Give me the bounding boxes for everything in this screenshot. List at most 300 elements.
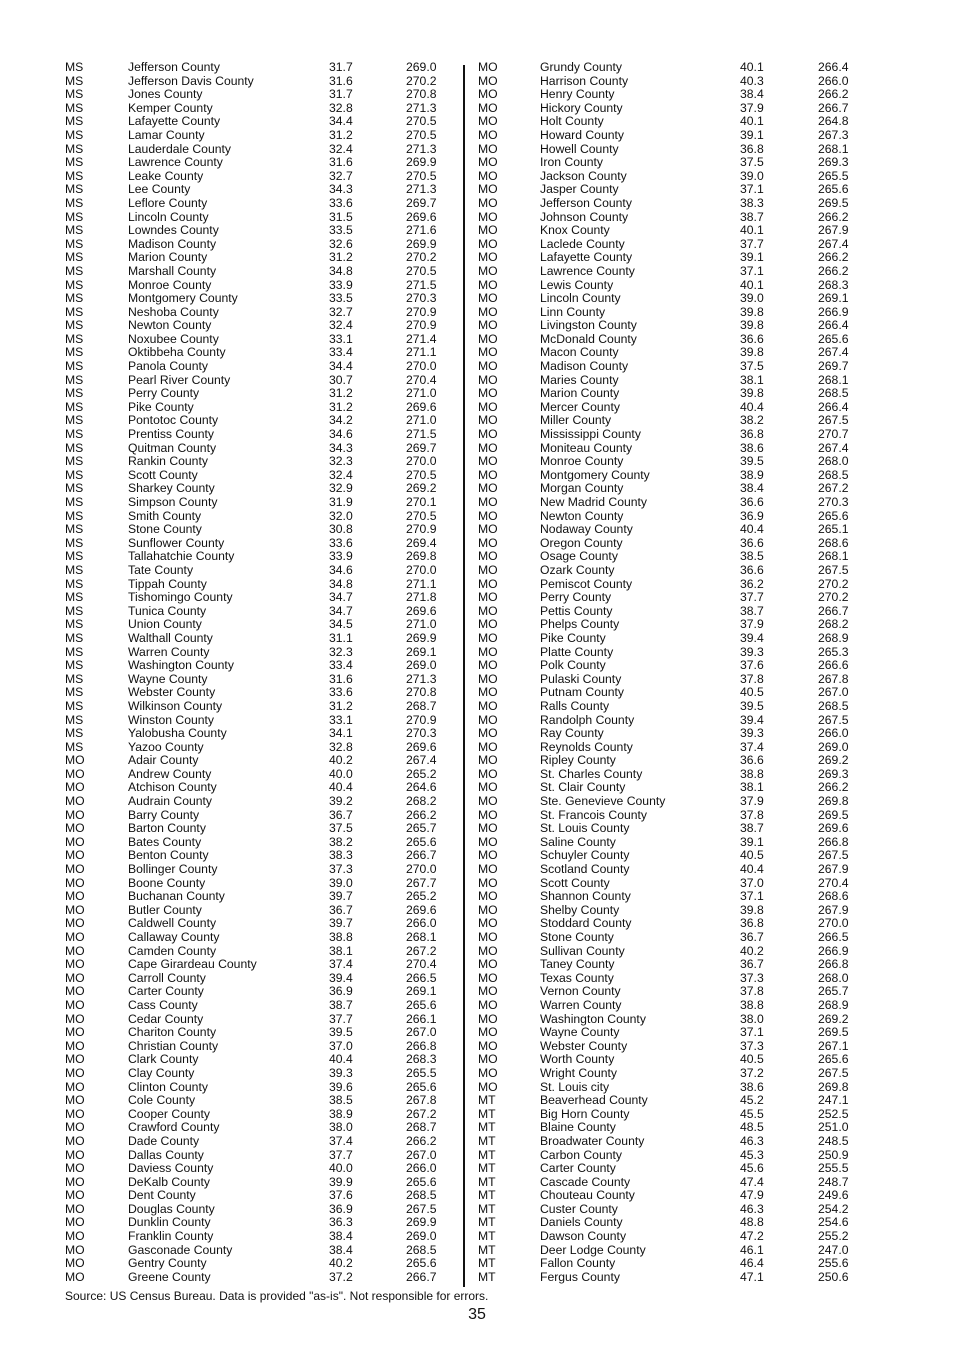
state-cell: MO [478, 576, 498, 591]
state-cell: MS [65, 141, 84, 156]
latitude-cell: 37.1 [740, 182, 764, 197]
table-row [65, 75, 465, 89]
latitude-cell: 34.8 [329, 263, 353, 278]
value-cell: 268.3 [406, 1052, 437, 1067]
county-cell: Holt County [540, 114, 604, 129]
county-cell: Jefferson County [540, 195, 632, 210]
latitude-cell: 39.5 [740, 454, 764, 469]
state-cell: MS [65, 658, 84, 673]
value-cell: 271.3 [406, 100, 437, 115]
latitude-cell: 32.3 [329, 644, 353, 659]
table-row [478, 510, 878, 524]
latitude-cell: 37.5 [740, 155, 764, 170]
table-row [478, 414, 878, 428]
latitude-cell: 45.5 [740, 1106, 764, 1121]
latitude-cell: 46.1 [740, 1242, 764, 1257]
table-row [478, 143, 878, 157]
county-cell: Dade County [128, 1133, 200, 1148]
table-row [65, 550, 465, 564]
table-row [478, 469, 878, 483]
value-cell: 267.3 [818, 127, 849, 142]
value-cell: 265.5 [818, 168, 849, 183]
table-row [478, 781, 878, 795]
state-cell: MS [65, 304, 84, 319]
table-row [65, 795, 465, 809]
state-cell: MO [65, 1120, 85, 1135]
latitude-cell: 37.1 [740, 263, 764, 278]
county-cell: Jasper County [540, 182, 619, 197]
state-cell: MO [65, 1052, 85, 1067]
latitude-cell: 40.5 [740, 685, 764, 700]
latitude-cell: 36.6 [740, 495, 764, 509]
value-cell: 266.7 [406, 848, 437, 863]
state-cell: MO [478, 902, 498, 917]
value-cell: 271.0 [406, 617, 437, 632]
value-cell: 269.0 [406, 658, 437, 673]
latitude-cell: 31.2 [329, 386, 353, 401]
table-row [65, 428, 465, 442]
state-cell: MO [478, 997, 498, 1012]
table-row [65, 714, 465, 728]
county-cell: Marion County [540, 386, 620, 401]
latitude-cell: 38.1 [740, 780, 764, 795]
state-cell: MO [65, 821, 85, 836]
value-cell: 269.7 [406, 195, 437, 210]
value-cell: 267.7 [406, 875, 437, 890]
table-row [65, 659, 465, 673]
table-row [478, 306, 878, 320]
table-row [478, 714, 878, 728]
county-cell: Cedar County [128, 1011, 204, 1026]
county-cell: Beaverhead County [540, 1093, 648, 1108]
latitude-cell: 39.4 [740, 712, 764, 727]
value-cell: 268.9 [818, 630, 849, 645]
state-cell: MO [478, 916, 498, 931]
latitude-cell: 38.7 [740, 209, 764, 224]
value-cell: 265.7 [818, 984, 849, 999]
county-cell: Union County [128, 617, 202, 632]
county-cell: St. Charles County [540, 766, 643, 781]
latitude-cell: 34.7 [329, 603, 353, 618]
county-cell: Benton County [128, 848, 209, 863]
state-cell: MS [65, 739, 84, 754]
state-cell: MS [65, 345, 84, 360]
value-cell: 255.2 [818, 1229, 849, 1244]
value-cell: 266.5 [818, 930, 849, 944]
state-cell: MO [478, 440, 498, 455]
table-row [478, 523, 878, 537]
latitude-cell: 37.0 [329, 1038, 353, 1053]
state-cell: MS [65, 87, 84, 102]
county-cell: Lincoln County [128, 209, 209, 224]
latitude-cell: 34.3 [329, 182, 353, 197]
table-row [478, 768, 878, 782]
county-cell: Jones County [128, 87, 203, 102]
latitude-cell: 37.3 [740, 970, 764, 985]
value-cell: 270.7 [818, 427, 849, 442]
county-cell: Rankin County [128, 454, 208, 469]
latitude-cell: 36.9 [740, 508, 764, 523]
table-row [65, 1189, 465, 1203]
state-cell: MO [65, 1038, 85, 1053]
value-cell: 268.5 [406, 1242, 437, 1257]
county-cell: Perry County [540, 590, 612, 605]
county-cell: St. Francois County [540, 807, 648, 822]
state-cell: MO [478, 467, 498, 482]
county-cell: Newton County [540, 508, 624, 523]
table-row [478, 442, 878, 456]
state-cell: MO [478, 60, 498, 74]
value-cell: 271.3 [406, 141, 437, 156]
value-cell: 266.4 [818, 60, 849, 74]
value-cell: 268.1 [818, 549, 849, 564]
state-cell: MO [65, 1147, 85, 1162]
county-cell: Caldwell County [128, 916, 217, 931]
county-cell: Fallon County [540, 1256, 616, 1271]
value-cell: 266.2 [406, 807, 437, 822]
state-cell: MS [65, 630, 84, 645]
state-cell: MS [65, 562, 84, 577]
table-row [65, 387, 465, 401]
table-row [478, 211, 878, 225]
latitude-cell: 37.3 [329, 862, 353, 877]
table-row [65, 632, 465, 646]
table-row [65, 1244, 465, 1258]
county-cell: Warren County [128, 644, 210, 659]
county-cell: St. Louis city [540, 1079, 610, 1094]
latitude-cell: 36.6 [740, 535, 764, 550]
value-cell: 266.6 [818, 658, 849, 673]
page-number: 35 [468, 1306, 486, 1323]
latitude-cell: 34.7 [329, 590, 353, 605]
value-cell: 255.5 [818, 1161, 849, 1176]
state-cell: MO [65, 943, 85, 958]
latitude-cell: 37.3 [740, 1038, 764, 1053]
table-row [65, 741, 465, 755]
latitude-cell: 34.6 [329, 427, 353, 442]
value-cell: 265.5 [406, 1065, 437, 1080]
value-cell: 271.5 [406, 277, 437, 292]
value-cell: 270.2 [818, 576, 849, 591]
value-cell: 270.9 [406, 522, 437, 537]
latitude-cell: 40.0 [329, 766, 353, 781]
state-cell: MO [478, 712, 498, 727]
state-cell: MO [478, 263, 498, 278]
value-cell: 267.5 [818, 848, 849, 863]
latitude-cell: 40.3 [740, 73, 764, 88]
latitude-cell: 38.7 [740, 821, 764, 836]
value-cell: 266.0 [406, 916, 437, 931]
county-cell: Pike County [128, 399, 194, 414]
latitude-cell: 38.0 [740, 1011, 764, 1026]
county-cell: Pulaski County [540, 671, 622, 686]
state-cell: MO [478, 834, 498, 849]
value-cell: 254.6 [818, 1215, 849, 1230]
state-cell: MO [478, 386, 498, 401]
table-row [478, 496, 878, 510]
table-row [65, 768, 465, 782]
county-cell: Monroe County [128, 277, 212, 292]
value-cell: 255.6 [818, 1256, 849, 1271]
latitude-cell: 32.9 [329, 481, 353, 496]
latitude-cell: 38.3 [329, 848, 353, 863]
value-cell: 266.2 [406, 1133, 437, 1148]
state-cell: MS [65, 399, 84, 414]
value-cell: 266.2 [818, 209, 849, 224]
state-cell: MS [65, 209, 84, 224]
county-cell: Webster County [540, 1038, 628, 1053]
county-cell: Morgan County [540, 481, 624, 496]
value-cell: 270.5 [406, 168, 437, 183]
table-row [65, 211, 465, 225]
latitude-cell: 39.0 [329, 875, 353, 890]
county-cell: Howard County [540, 127, 624, 142]
state-cell: MS [65, 114, 84, 129]
state-cell: MO [478, 780, 498, 795]
latitude-cell: 37.7 [740, 590, 764, 605]
latitude-cell: 37.7 [329, 1011, 353, 1026]
county-cell: Saline County [540, 834, 616, 849]
table-row [478, 564, 878, 578]
table-row [65, 306, 465, 320]
state-cell: MO [65, 780, 85, 795]
state-cell: MT [478, 1174, 496, 1189]
value-cell: 268.5 [818, 467, 849, 482]
value-cell: 270.4 [818, 875, 849, 890]
value-cell: 269.8 [818, 794, 849, 809]
table-row [65, 945, 465, 959]
latitude-cell: 39.9 [329, 1174, 353, 1189]
state-cell: MS [65, 671, 84, 686]
value-cell: 270.0 [406, 359, 437, 374]
value-cell: 265.3 [818, 644, 849, 659]
county-cell: Carbon County [540, 1147, 622, 1162]
state-cell: MO [478, 481, 498, 496]
value-cell: 267.5 [818, 1065, 849, 1080]
value-cell: 265.2 [406, 889, 437, 904]
value-cell: 251.0 [818, 1120, 849, 1135]
state-cell: MO [65, 753, 85, 768]
latitude-cell: 36.3 [329, 1215, 353, 1230]
state-cell: MO [478, 821, 498, 836]
value-cell: 270.9 [406, 318, 437, 333]
table-row [65, 523, 465, 537]
county-cell: St. Louis County [540, 821, 630, 836]
county-cell: Ripley County [540, 753, 616, 768]
table-row [65, 319, 465, 333]
latitude-cell: 37.4 [740, 739, 764, 754]
state-cell: MO [65, 1079, 85, 1094]
state-cell: MO [478, 277, 498, 292]
state-cell: MO [65, 1256, 85, 1271]
state-cell: MS [65, 372, 84, 387]
table-row [478, 836, 878, 850]
state-cell: MO [65, 875, 85, 890]
value-cell: 270.5 [406, 467, 437, 482]
county-cell: Barry County [128, 807, 200, 822]
table-row [478, 904, 878, 918]
state-cell: MO [65, 1133, 85, 1148]
table-row [65, 333, 465, 347]
state-cell: MS [65, 195, 84, 210]
county-cell: Mercer County [540, 399, 620, 414]
table-row [478, 224, 878, 238]
latitude-cell: 39.8 [740, 345, 764, 360]
value-cell: 271.4 [406, 331, 437, 346]
value-cell: 270.5 [406, 114, 437, 129]
latitude-cell: 37.1 [740, 1025, 764, 1040]
county-cell: Platte County [540, 644, 614, 659]
county-cell: Tippah County [128, 576, 207, 591]
latitude-cell: 36.2 [740, 576, 764, 591]
county-cell: Camden County [128, 943, 217, 958]
latitude-cell: 36.9 [329, 1201, 353, 1216]
table-row [65, 1121, 465, 1135]
table-row [65, 1040, 465, 1054]
table-row [478, 618, 878, 632]
county-cell: Jefferson Davis County [128, 73, 254, 88]
county-cell: Montgomery County [540, 467, 650, 482]
latitude-cell: 32.7 [329, 168, 353, 183]
table-row [478, 1081, 878, 1095]
value-cell: 252.5 [818, 1106, 849, 1121]
table-row [478, 700, 878, 714]
state-cell: MO [478, 603, 498, 618]
county-cell: Atchison County [128, 780, 217, 795]
latitude-cell: 38.9 [329, 1106, 353, 1121]
value-cell: 269.0 [406, 1229, 437, 1244]
county-cell: Clay County [128, 1065, 195, 1080]
table-row [65, 183, 465, 197]
latitude-cell: 33.1 [329, 331, 353, 346]
state-cell: MT [478, 1229, 496, 1244]
value-cell: 270.4 [406, 957, 437, 972]
county-cell: Crawford County [128, 1120, 220, 1135]
value-cell: 266.2 [818, 263, 849, 278]
latitude-cell: 31.7 [329, 60, 353, 74]
table-row [65, 849, 465, 863]
county-cell: Lee County [128, 182, 191, 197]
table-row [478, 428, 878, 442]
value-cell: 248.7 [818, 1174, 849, 1189]
county-cell: Butler County [128, 902, 202, 917]
table-row [65, 129, 465, 143]
state-cell: MT [478, 1256, 496, 1271]
state-cell: MS [65, 100, 84, 115]
state-cell: MO [478, 590, 498, 605]
county-cell: Leflore County [128, 195, 208, 210]
latitude-cell: 39.3 [740, 644, 764, 659]
table-row [65, 1176, 465, 1190]
county-cell: Prentiss County [128, 427, 215, 442]
table-row [478, 754, 878, 768]
value-cell: 269.6 [406, 603, 437, 618]
latitude-cell: 36.6 [740, 753, 764, 768]
state-cell: MO [478, 766, 498, 781]
value-cell: 268.5 [818, 698, 849, 713]
county-cell: Pettis County [540, 603, 613, 618]
county-cell: Reynolds County [540, 739, 633, 754]
state-cell: MO [65, 1065, 85, 1080]
county-cell: Carter County [128, 984, 204, 999]
state-cell: MO [65, 794, 85, 809]
county-cell: Dunklin County [128, 1215, 211, 1230]
latitude-cell: 38.5 [740, 549, 764, 564]
county-cell: Marion County [128, 250, 208, 265]
state-cell: MO [65, 889, 85, 904]
value-cell: 267.0 [406, 1147, 437, 1162]
county-cell: Lawrence County [540, 263, 635, 278]
county-cell: Chariton County [128, 1025, 217, 1040]
value-cell: 265.6 [406, 1174, 437, 1189]
county-cell: Maries County [540, 372, 619, 387]
value-cell: 271.8 [406, 590, 437, 605]
latitude-cell: 37.4 [329, 957, 353, 972]
latitude-cell: 39.3 [329, 1065, 353, 1080]
table-row [65, 917, 465, 931]
table-row [65, 61, 465, 75]
value-cell: 267.5 [406, 1201, 437, 1216]
latitude-cell: 36.7 [329, 902, 353, 917]
value-cell: 266.2 [818, 250, 849, 265]
value-cell: 268.0 [818, 970, 849, 985]
value-cell: 269.6 [406, 902, 437, 917]
state-cell: MT [478, 1188, 496, 1203]
value-cell: 269.2 [818, 1011, 849, 1026]
value-cell: 265.6 [406, 1256, 437, 1271]
latitude-cell: 38.6 [740, 1079, 764, 1094]
value-cell: 267.9 [818, 902, 849, 917]
value-cell: 266.4 [818, 399, 849, 414]
table-row [65, 985, 465, 999]
table-row [65, 115, 465, 129]
latitude-cell: 32.4 [329, 318, 353, 333]
latitude-cell: 31.2 [329, 250, 353, 265]
county-cell: Wayne County [128, 671, 208, 686]
value-cell: 269.9 [406, 630, 437, 645]
county-cell: Putnam County [540, 685, 625, 700]
latitude-cell: 38.8 [329, 930, 353, 944]
value-cell: 265.6 [818, 1052, 849, 1067]
table-row [65, 822, 465, 836]
table-row [478, 1216, 878, 1230]
latitude-cell: 45.2 [740, 1093, 764, 1108]
table-row [478, 75, 878, 89]
value-cell: 269.5 [818, 1025, 849, 1040]
table-row [65, 1013, 465, 1027]
latitude-cell: 39.5 [329, 1025, 353, 1040]
state-cell: MO [65, 916, 85, 931]
county-cell: McDonald County [540, 331, 637, 346]
state-cell: MO [478, 535, 498, 550]
value-cell: 267.8 [818, 671, 849, 686]
state-cell: MO [65, 1025, 85, 1040]
county-cell: Sharkey County [128, 481, 215, 496]
state-cell: MS [65, 726, 84, 741]
county-cell: Audrain County [128, 794, 213, 809]
table-row [478, 537, 878, 551]
value-cell: 267.4 [406, 753, 437, 768]
table-row [65, 809, 465, 823]
value-cell: 269.7 [818, 359, 849, 374]
value-cell: 266.2 [818, 87, 849, 102]
table-row [478, 999, 878, 1013]
county-cell: Washington County [128, 658, 234, 673]
county-cell: Lincoln County [540, 291, 621, 306]
state-cell: MS [65, 685, 84, 700]
latitude-cell: 36.8 [740, 427, 764, 442]
county-cell: Jefferson County [128, 60, 220, 74]
